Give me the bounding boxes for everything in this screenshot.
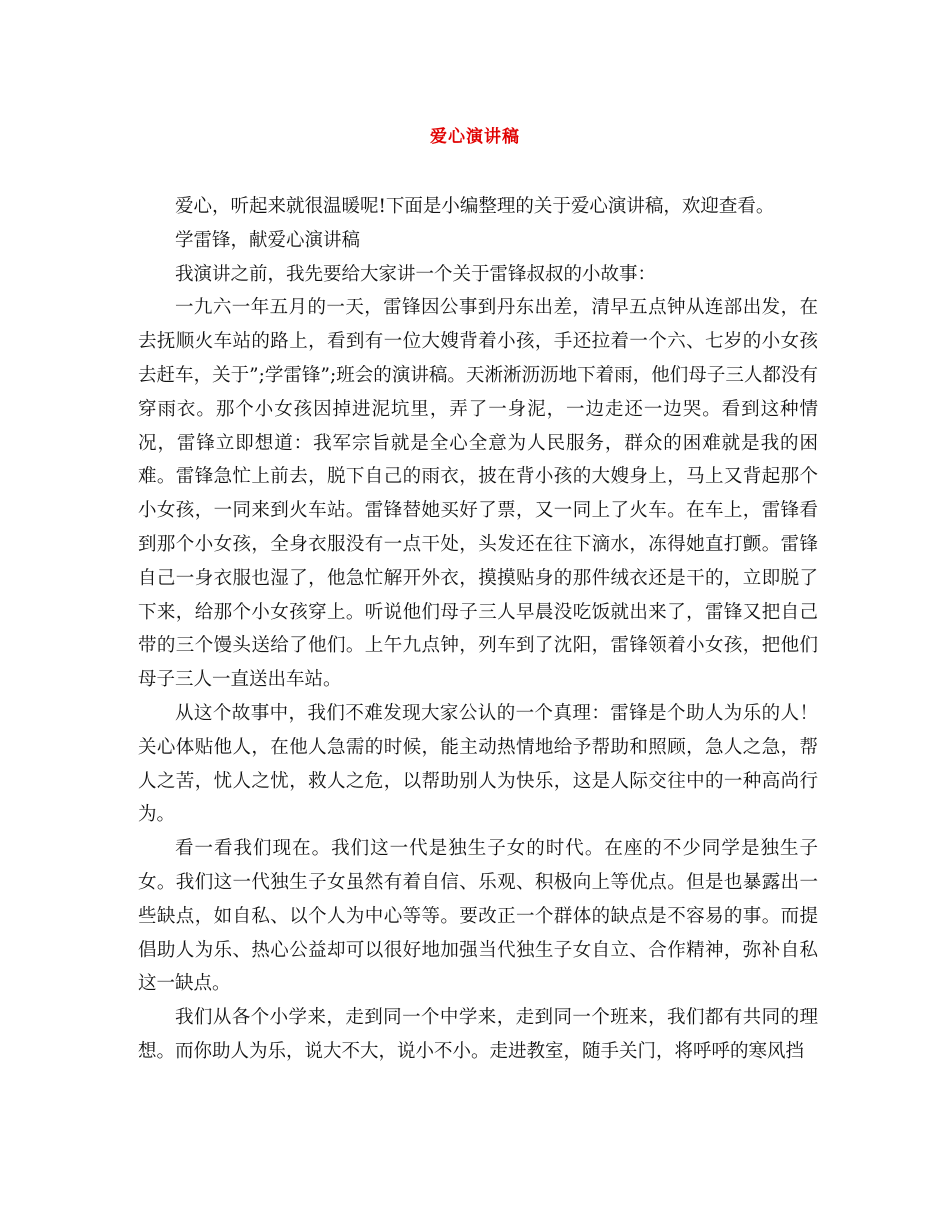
paragraph-subtitle: 学雷锋，献爱心演讲稿 <box>175 229 361 251</box>
paragraph-only-children: 看一看我们现在。我们这一代是独生子女的时代。在座的不少同学是独生子女。我们这一代独生子女虽然有着自信、乐观、积极向上等优点。但是也暴露出一些缺点，如自私、以个人为中心等等。要改正一个群体的缺点是不容易的事。而提倡助人为乐、热心公益却可以很好地加强当代独生子女自立、合作精神，弥补自私这一缺点。 <box>138 838 818 995</box>
paragraph-shared-ideals: 我们从各个小学来，走到同一个中学来，走到同一个班来，我们都有共同的理想。而你助人为乐，说大不大，说小不小。走进教室，随手关门，将呼呼的寒风挡 <box>138 1007 818 1062</box>
document-body <box>138 190 818 1069</box>
paragraph-opening: 我演讲之前，我先要给大家讲一个关于雷锋叔叔的小故事： <box>175 263 657 285</box>
paragraph-truth: 从这个故事中，我们不难发现大家公认的一个真理：雷锋是个助人为乐的人！关心体贴他人，在他人急需的时候，能主动热情地给予帮助和照顾，急人之急，帮人之苦，忧人之忧，救人之危，以帮助别人为快乐，这是人际交往中的一种高尚行为。 <box>138 702 818 826</box>
paragraph-story: 一九六一年五月的一天，雷锋因公事到丹东出差，清早五点钟从连部出发，在去抚顺火车站的路上，看到有一位大嫂背着小孩，手还拉着一个六、七岁的小女孩去赶车，关于”;学雷锋”;班会的演讲稿。天淅淅沥沥地下着雨，他们母子三人都没有穿雨衣。那个小女孩因掉进泥坑里，弄了一身泥，一边走还一边哭。看到这种情况，雷锋立即想道：我军宗旨就是全心全意为人民服务，群众的困难就是我的困难。雷锋急忙上前去，脱下自己的雨衣，披在背小孩的大嫂身上，马上又背起那个小女孩，一同来到火车站。雷锋替她买好了票，又一同上了火车。在车上，雷锋看到那个小女孩，全身衣服没有一点干处，头发还在往下滴水，冻得她直打颤。雷锋自己一身衣服也湿了，他急忙解开外衣，摸摸贴身的那件绒衣还是干的，立即脱了下来，给那个小女孩穿上。听说他们母子三人早晨没吃饭就出来了，雷锋又把自己带的三个馒头送给了他们。上午九点钟，列车到了沈阳，雷锋领着小女孩，把他们母子三人一直送出车站。 <box>138 297 818 691</box>
paragraph-intro: 爱心，听起来就很温暖呢!下面是小编整理的关于爱心演讲稿，欢迎查看。 <box>175 196 775 217</box>
document-title: 爱心演讲稿 <box>430 127 520 147</box>
